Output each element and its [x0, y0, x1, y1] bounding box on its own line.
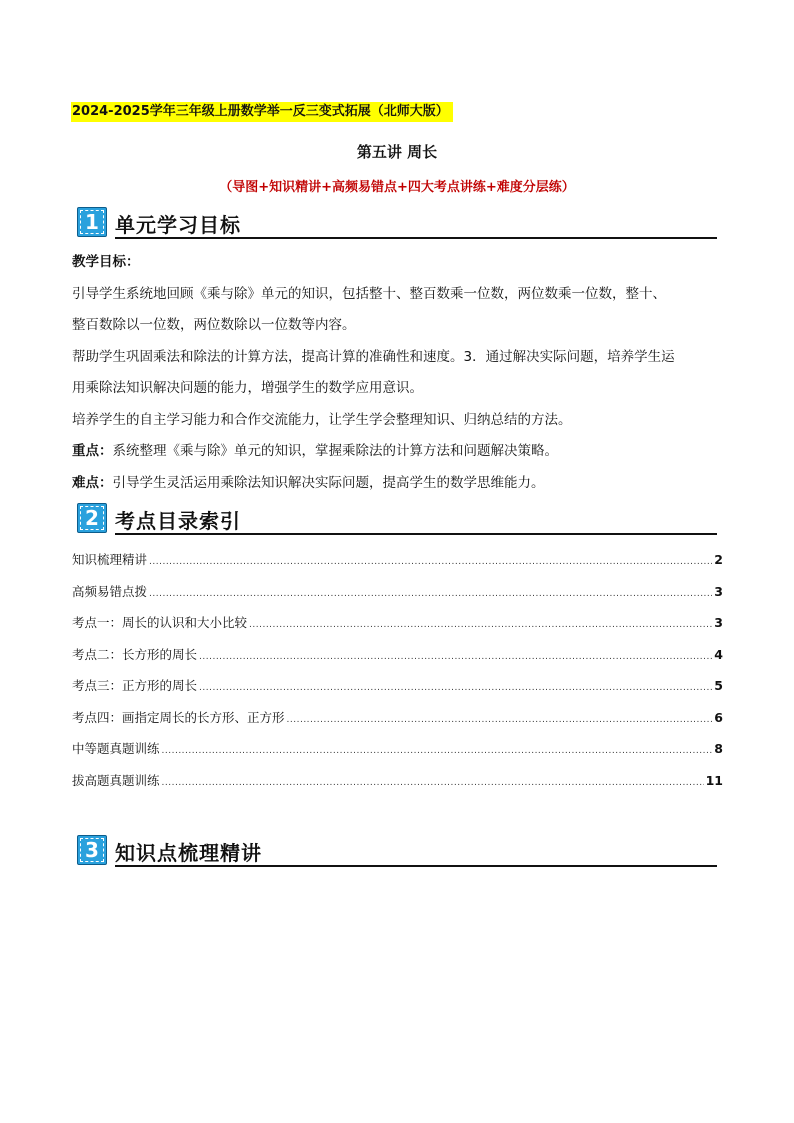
toc-entry[interactable] — [72, 765, 723, 797]
lesson-subtitle: （导图+知识精讲+高频易错点+四大考点讲练+难度分层练） — [219, 180, 575, 195]
section-divider — [115, 533, 717, 535]
difficulty-text: 引导学生灵活运用乘除法知识解决实际问题，提高学生的数学思维能力。 — [112, 474, 545, 491]
section-header-objectives — [77, 207, 717, 239]
toc-page-number: 3 — [714, 615, 723, 630]
objective-line: 引导学生系统地回顾《乘与除》单元的知识，包括整十、整百数乘一位数，两位数乘一位数，整十、 — [72, 285, 666, 302]
toc-page-number: 6 — [714, 709, 723, 725]
toc-leader-dots — [199, 642, 712, 674]
lesson-title: 第五讲 周长 — [356, 143, 438, 161]
objectives-block — [72, 247, 724, 499]
objective-line: 用乘除法知识解决问题的能力，增强学生的数学应用意识。 — [72, 380, 423, 396]
key-point — [72, 436, 724, 468]
section-number-badge: 3 — [77, 835, 107, 865]
toc-leader-dots — [162, 768, 704, 800]
toc-entry-label: 考点二：长方形的周长 — [72, 646, 198, 662]
toc-page-number: 3 — [714, 583, 723, 599]
toc-entry[interactable] — [72, 576, 723, 608]
toc-entry[interactable] — [72, 702, 723, 734]
toc-entry-label: 中等题真题训练 — [72, 741, 160, 756]
key-point-text: 系统整理《乘与除》单元的知识，掌握乘除法的计算方法和问题解决策略。 — [112, 443, 558, 459]
objective-line: 整百数除以一位数，两位数除以一位数等内容。 — [72, 317, 356, 333]
section-divider — [115, 237, 717, 239]
toc-entry-label: 知识梳理精讲 — [72, 552, 148, 567]
toc-entry-label: 考点一：周长的认识和大小比较 — [72, 615, 248, 630]
difficulty-label: 难点： — [72, 474, 113, 491]
section-divider — [115, 865, 717, 867]
toc-leader-dots — [149, 579, 712, 611]
series-banner: 2024-2025学年三年级上册数学举一反三变式拓展（北师大版） — [71, 102, 453, 122]
section-title: 考点目录索引 — [115, 509, 241, 533]
toc-leader-dots — [249, 610, 712, 642]
section-number-badge: 1 — [77, 207, 107, 237]
toc-page-number: 5 — [714, 678, 723, 693]
toc-entry-label: 拔高题真题训练 — [72, 772, 160, 788]
objectives-heading: 教学目标： — [72, 254, 140, 270]
toc-entry[interactable] — [72, 733, 723, 765]
toc-entry-label: 高频易错点拨 — [72, 583, 148, 599]
toc-entry-label: 考点四：画指定周长的长方形、正方形 — [72, 709, 285, 725]
toc-entry[interactable] — [72, 670, 723, 702]
toc-entry[interactable] — [72, 639, 723, 671]
section-title: 单元学习目标 — [115, 213, 241, 237]
toc-page-number: 8 — [714, 741, 723, 756]
toc-page-number: 2 — [714, 552, 723, 567]
section-number-badge: 2 — [77, 503, 107, 533]
objective-line: 帮助学生巩固乘法和除法的计算方法，提高计算的准确性和速度。3．通过解决实际问题，培养学生运 — [72, 348, 675, 365]
toc-page-number: 11 — [705, 772, 723, 788]
toc-leader-dots — [199, 673, 712, 705]
toc-entry-label: 考点三：正方形的周长 — [72, 678, 198, 693]
toc-entry[interactable] — [72, 544, 723, 576]
section-header-toc — [77, 503, 717, 535]
toc-page-number: 4 — [714, 646, 723, 662]
toc-leader-dots — [287, 705, 713, 737]
table-of-contents — [72, 544, 723, 796]
toc-leader-dots — [149, 547, 712, 579]
difficulty-point — [72, 468, 724, 500]
section-title: 知识点梳理精讲 — [115, 841, 262, 865]
objective-line: 培养学生的自主学习能力和合作交流能力，让学生学会整理知识、归纳总结的方法。 — [72, 411, 572, 428]
toc-entry[interactable] — [72, 607, 723, 639]
key-point-label: 重点： — [72, 443, 113, 459]
section-header-knowledge — [77, 835, 717, 867]
toc-leader-dots — [162, 736, 713, 768]
